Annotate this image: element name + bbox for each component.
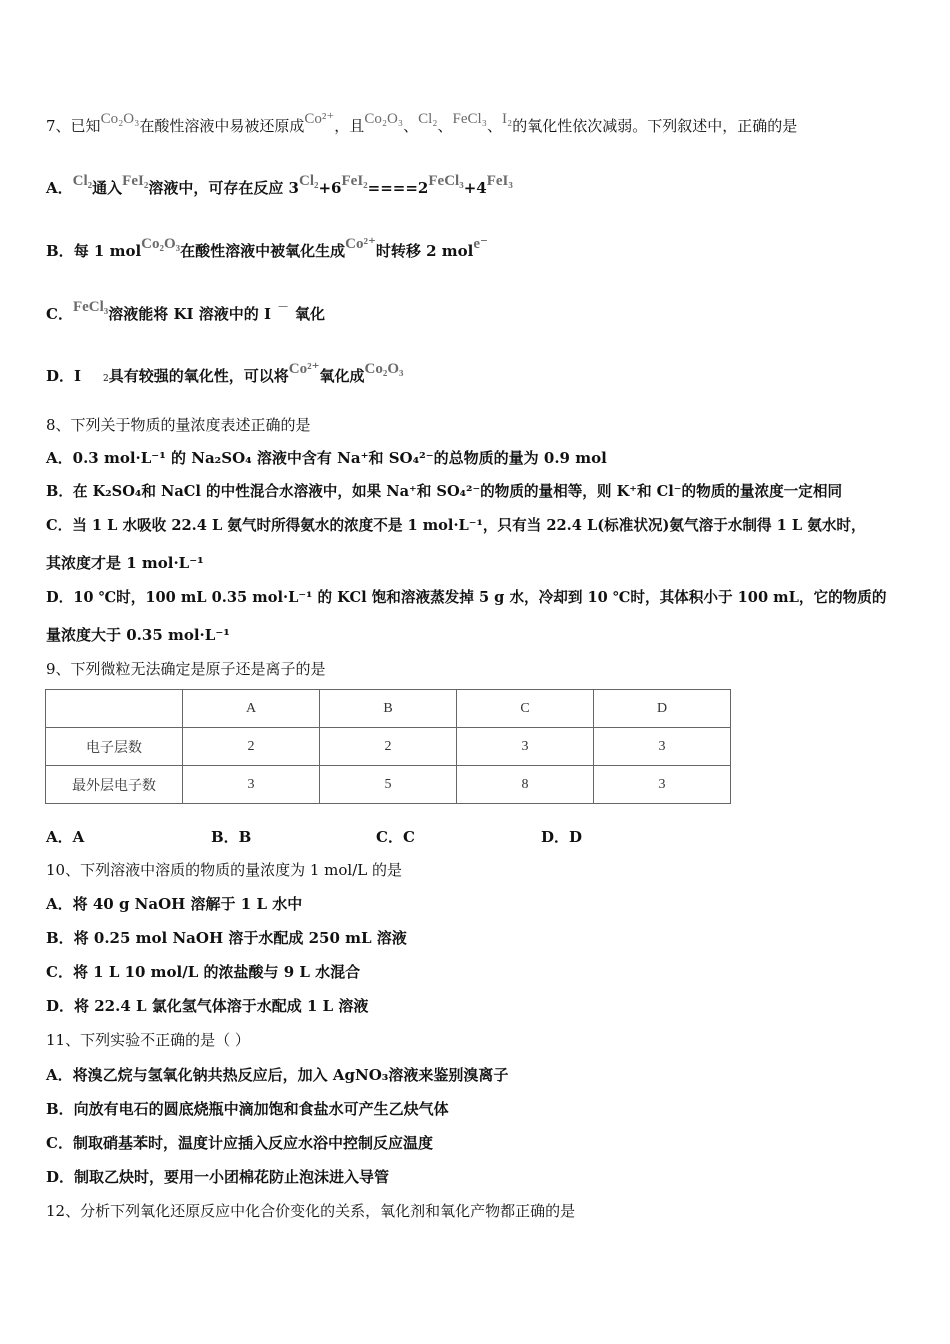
formula-fei2: FeI₂ [122,173,149,189]
formula-cl2: Cl₂ [72,173,93,189]
q11-stem: 11、下列实验不正确的是（ ） [46,1031,250,1049]
table-cell [46,690,183,728]
q10-option-a: A．将 40 g NaOH 溶解于 1 L 水中 [46,895,303,913]
table-cell: 5 [320,766,457,804]
q7-option-a: A．Cl₂通入FeI₂溶液中，可存在反应 3Cl₂+6FeI₂====2FeCl₃+4FeI₃ [46,173,513,197]
table-header-row [46,690,731,728]
q9-option-b: B．B [211,828,252,846]
table-row [46,766,731,804]
table-cell: 3 [183,766,320,804]
q9-option-c: C．C [376,828,415,846]
formula-cl2: Cl₂ [418,111,438,127]
table-cell: 2 [183,728,320,766]
q10-option-c: C．将 1 L 10 mol/L 的浓盐酸与 9 L 水混合 [46,963,361,981]
table-cell: 3 [594,728,731,766]
formula-co2plus: Co²⁺ [345,236,376,252]
q9-option-a: A．A [46,828,85,846]
table-cell: 2 [320,728,457,766]
table-cell: C [457,690,594,728]
formula-cl2: Cl₂ [298,173,319,189]
q11-option-b: B．向放有电石的圆底烧瓶中滴加饱和食盐水可产生乙炔气体 [46,1100,449,1118]
formula-co2plus: Co²⁺ [304,111,335,127]
q11-option-a: A．将溴乙烷与氢氧化钠共热反应后，加入 AgNO₃溶液来鉴别溴离子 [46,1066,509,1084]
formula-co2o3: Co₂O₃ [364,361,404,377]
formula-co2o3: Co₂O₃ [364,111,404,127]
table-row [46,728,731,766]
table-cell: 3 [457,728,594,766]
q8-option-d-line2: 量浓度大于 0.35 mol·L⁻¹ [46,626,230,644]
table-cell: 电子层数 [46,728,183,766]
formula-i2: I₂ [501,111,513,127]
q11-option-c: C．制取硝基苯时，温度计应插入反应水浴中控制反应温度 [46,1134,433,1152]
table-cell: 8 [457,766,594,804]
q8-option-d-line1: D．10 ℃时，100 mL 0.35 mol·L⁻¹ 的 KCl 饱和溶液蒸发掉 5 g 水，冷却到 10 ℃时，其体积小于 100 mL，它的物质的 [46,589,887,606]
q7-option-b: B．每 1 molCo₂O₃在酸性溶液中被氧化生成Co²⁺时转移 2 mole⁻ [46,236,488,260]
table-cell: 3 [594,766,731,804]
formula-fecl3: FeCl₃ [452,111,487,127]
table-cell: 最外层电子数 [46,766,183,804]
q9-option-d: D．D [541,828,583,846]
q8-option-b: B．在 K₂SO₄和 NaCl 的中性混合水溶液中，如果 Na⁺和 SO₄²⁻的物质的量相等，则 K⁺和 Cl⁻的物质的量浓度一定相同 [46,483,843,500]
formula-fei2: FeI₂ [341,173,368,189]
q8-option-a: A．0.3 mol·L⁻¹ 的 Na₂SO₄ 溶液中含有 Na⁺和 SO₄²⁻的总物质的量为 0.9 mol [46,449,607,467]
formula-co2plus: Co²⁺ [288,361,320,377]
formula-fei3: FeI₃ [486,173,513,189]
table-cell: B [320,690,457,728]
formula-fecl3: FeCl₃ [428,173,464,189]
q10-stem: 10、下列溶液中溶质的物质的量浓度为 1 mol/L 的是 [46,861,403,879]
formula-fecl3: FeCl₃ [72,299,109,315]
q9-table [45,689,731,804]
q7-option-c: C．FeCl₃溶液能将 KI 溶液中的 I － 氧化 [46,299,326,323]
q10-option-b: B．将 0.25 mol NaOH 溶于水配成 250 mL 溶液 [46,929,407,947]
q11-option-d: D．制取乙炔时，要用一小团棉花防止泡沫进入导管 [46,1168,390,1186]
q8-stem: 8、下列关于物质的量浓度表述正确的是 [46,416,311,434]
q8-option-c-line1: C．当 1 L 水吸收 22.4 L 氨气时所得氨水的浓度不是 1 mol·L⁻¹，只有当 22.4 L(标准状况)氨气溶于水制得 1 L 氨水时， [46,517,866,534]
q10-option-d: D．将 22.4 L 氯化氢气体溶于水配成 1 L 溶液 [46,997,369,1015]
table-cell: A [183,690,320,728]
q8-option-c-line2: 其浓度才是 1 mol·L⁻¹ [46,554,204,572]
q7-stem: 7、已知Co₂O₃在酸性溶液中易被还原成Co²⁺，且Co₂O₃、Cl₂、FeCl₃、I₂的氧化性依次减弱。下列叙述中，正确的是 [46,111,798,135]
formula-co2o3: Co₂O₃ [100,111,140,127]
formula-co2o3: Co₂O₃ [141,236,181,252]
q9-stem: 9、下列微粒无法确定是原子还是离子的是 [46,660,326,678]
q7-option-d: D．I 2具有较强的氧化性，可以将Co²⁺氧化成Co₂O₃ [46,361,404,385]
q12-stem: 12、分析下列氧化还原反应中化合价变化的关系，氧化剂和氧化产物都正确的是 [46,1202,576,1220]
table-cell: D [594,690,731,728]
formula-eminus: e⁻ [473,236,488,252]
